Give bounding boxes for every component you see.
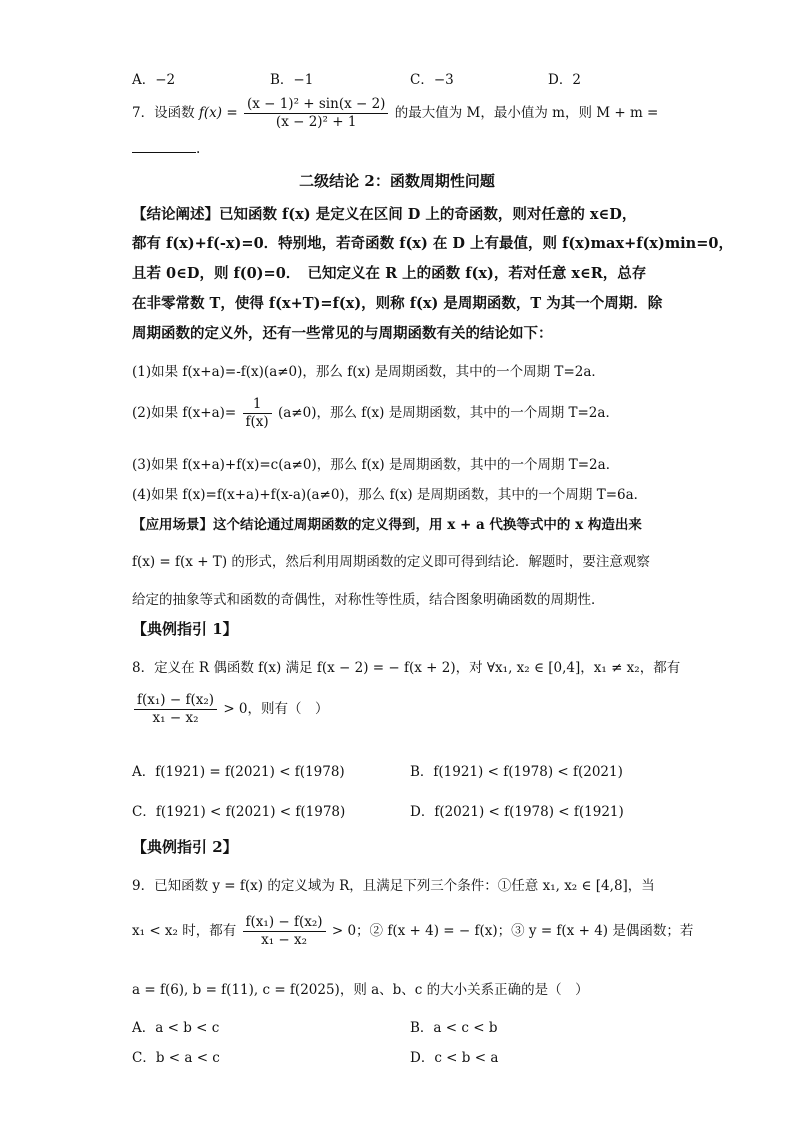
q6-option-a: A．−2	[132, 72, 176, 88]
q7-fraction: $\frac{\text{(x − 1)² + sin(x − 2)}}{\text{(x − 2)² + 1}}$	[244, 96, 389, 131]
scene-line-2: f(x) = f(x + T) 的形式，然后利用周期函数的定义即可得到结论．解题时，要注意观察	[132, 554, 650, 570]
q9-option-b: B．a < c < b	[410, 1020, 498, 1036]
example-1-title: 【典例指引 1】	[132, 620, 238, 638]
q6-option-d: D．2	[548, 72, 581, 88]
q9-option-c: C．b < a < c	[132, 1050, 220, 1066]
question-9-line-3: a = f(6), b = f(11), c = f(2025)，则 a、b、c 的大小关系正确的是（ ）	[132, 982, 589, 998]
conclusion-line-5: 周期函数的定义外，还有一些常见的与周期函数有关的结论如下：	[132, 325, 553, 342]
q9-fraction: $\frac{\text{f(x₁) − f(x₂)}}{\text{x₁ − x₂}}$	[243, 914, 326, 949]
rule-3: (3)如果 f(x+a)+f(x)=c(a≠0)，那么 f(x) 是周期函数，其中的一个周期 T=2a．	[132, 457, 620, 473]
question-7: 7．设函数 f(x) = $\frac{\text{(x − 1)² + sin(x − 2)}}{\text{(x − 2)² + 1}}$ 的最大值为 M，最小值为 m，则 M + m =	[132, 96, 659, 130]
q9-option-d: D．c < b < a	[410, 1050, 499, 1066]
scene-line-1: 【应用场景】这个结论通过周期函数的定义得到，用 x + a 代换等式中的 x 构造出来	[132, 517, 642, 533]
q8-fraction: $\frac{\text{f(x₁) − f(x₂)}}{\text{x₁ − x₂}}$	[134, 692, 217, 727]
question-9: 9．已知函数 y = f(x) 的定义域为 R，且满足下列三个条件：①任意 x₁, x₂ ∈ [4,8]，当	[132, 878, 655, 894]
conclusion-line-1: 【结论阐述】已知函数 f(x) 是定义在区间 D 上的奇函数，则对任意的 x∈D，	[132, 206, 637, 223]
conclusion-line-4: 在非零常数 T，使得 f(x+T)=f(x)，则称 f(x) 是周期函数，T 为其一个周期．除	[132, 295, 663, 312]
q7-answer-blank: .	[132, 140, 200, 157]
q6-option-c: C．−3	[410, 72, 454, 88]
section-heading: 二级结论 2：函数周期性问题	[299, 172, 495, 190]
rule-2-fraction: $\frac{1}{f(x)}$	[243, 396, 272, 431]
example-2-title: 【典例指引 2】	[132, 838, 238, 856]
conclusion-line-2: 都有 f(x)+f(-x)=0．特别地，若奇函数 f(x) 在 D 上有最值，则 f(x)max+f(x)min=0，	[132, 235, 733, 252]
rule-1: (1)如果 f(x+a)=-f(x)(a≠0)，那么 f(x) 是周期函数，其中的一个周期 T=2a．	[132, 364, 605, 380]
rule-4: (4)如果 f(x)=f(x+a)+f(x-a)(a≠0)，那么 f(x) 是周期函数，其中的一个周期 T=6a．	[132, 487, 648, 503]
question-8-condition: $\frac{\text{f(x₁) − f(x₂)}}{\text{x₁ − x₂}}$ > 0，则有（ ）	[132, 692, 329, 727]
q8-option-b: B．f(1921) < f(1978) < f(2021)	[410, 764, 623, 780]
q8-option-d: D．f(2021) < f(1978) < f(1921)	[410, 804, 624, 820]
scene-line-3: 给定的抽象等式和函数的奇偶性，对称性等性质，结合图象明确函数的周期性．	[132, 592, 605, 608]
rule-2: (2)如果 f(x+a)= $\frac{1}{f(x)}$ (a≠0)，那么 f(x) 是周期函数，其中的一个周期 T=2a．	[132, 396, 619, 430]
conclusion-line-3: 且若 0∈D，则 f(0)=0． 已知定义在 R 上的函数 f(x)，若对任意 x∈R，总存	[132, 265, 647, 282]
q9-option-a: A．a < b < c	[132, 1020, 220, 1036]
q6-option-b: B．−1	[270, 72, 314, 88]
q8-option-c: C．f(1921) < f(2021) < f(1978)	[132, 804, 346, 820]
question-8: 8．定义在 R 偶函数 f(x) 满足 f(x − 2) = − f(x + 2)，对 ∀x₁, x₂ ∈ [0,4]，x₁ ≠ x₂，都有	[132, 660, 681, 676]
q8-option-a: A．f(1921) = f(2021) < f(1978)	[132, 764, 345, 780]
question-9-line-2: x₁ < x₂ 时，都有 $\frac{\text{f(x₁) − f(x₂)}}{\text{x₁ − x₂}}$ > 0；② f(x + 4) = − f(x)；③ y = f(x + 4) 是偶函数；若	[132, 914, 694, 948]
